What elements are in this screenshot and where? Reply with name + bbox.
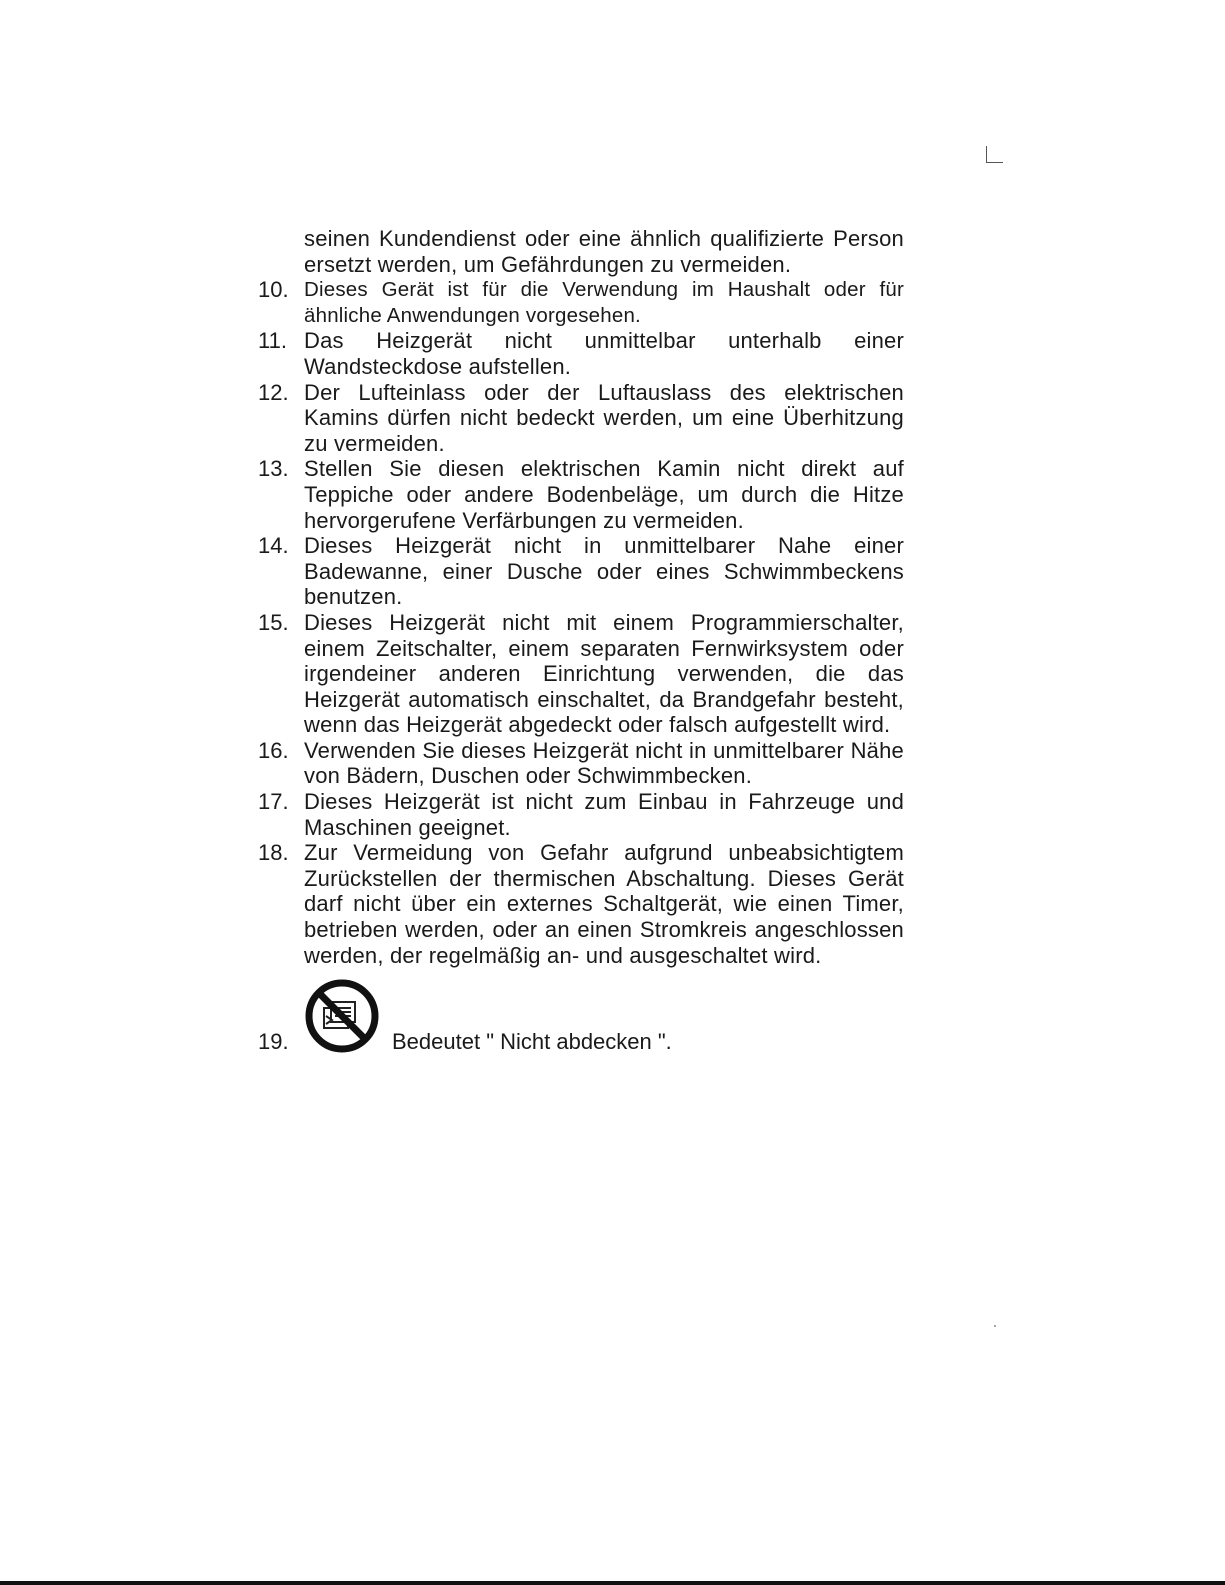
crop-mark — [986, 146, 1003, 163]
list-item-16 — [258, 738, 904, 789]
list-item-12 — [258, 380, 904, 457]
continued-text: seinen Kundendienst oder eine ähnlich qualifizierte Person ersetzt werden, um Gefährdungen zu vermeiden. — [304, 226, 904, 277]
list-item-19 — [258, 978, 904, 1054]
item-number: 17. — [258, 789, 289, 815]
item-text: Verwenden Sie dieses Heizgerät nicht in unmittelbarer Nähe von Bädern, Duschen oder Schwimmbecken. — [304, 737, 904, 789]
item-text: Dieses Gerät ist für die Verwendung im Haushalt oder für ähnliche Anwendungen vorgesehen. — [304, 278, 904, 327]
item-number: 11. — [258, 328, 287, 354]
item-number: 12. — [258, 379, 289, 405]
item-text: Dieses Heizgerät nicht in unmittelbarer Nahe einer Badewanne, einer Dusche oder eines Schwimmbeckens benutzen. — [304, 533, 904, 610]
item-text: Dieses Heizgerät ist nicht zum Einbau in Fahrzeuge und Maschinen geeignet. — [304, 789, 904, 840]
page-bottom-edge — [0, 1581, 1225, 1585]
list-item-13 — [258, 456, 904, 533]
item-number: 13. — [258, 456, 289, 482]
safety-instructions — [258, 226, 904, 1054]
item-text: Dieses Heizgerät nicht mit einem Programmierschalter, einem Zeitschalter, einem separaten Fernwirksystem oder irgendeiner anderen Einrichtung verwenden, die das Heizgerät automatisch einschaltet, da Brandgefahr besteht, wenn das Heizgerät abgedeckt oder falsch aufgestellt wird. — [304, 609, 904, 738]
item-number: 10. — [258, 277, 289, 303]
item-text: Stellen Sie diesen elektrischen Kamin nicht direkt auf Teppiche oder andere Bodenbeläge, um durch die Hitze hervorgerufene Verfärbungen zu vermeiden. — [304, 456, 904, 533]
list-item-10 — [258, 277, 904, 328]
do-not-cover-icon — [304, 978, 380, 1054]
list-item-18 — [258, 840, 904, 968]
item-number: 19. — [258, 1028, 289, 1054]
symbol-meaning: Bedeutet " Nicht abdecken ". — [392, 1028, 672, 1054]
list-item-15 — [258, 610, 904, 738]
list-item-11 — [258, 328, 904, 379]
item-number: 18. — [258, 840, 289, 866]
item-number: 14. — [258, 533, 289, 559]
list-item-14 — [258, 533, 904, 610]
item-text: Zur Vermeidung von Gefahr aufgrund unbeabsichtigtem Zurückstellen der thermischen Abschaltung. Dieses Gerät darf nicht über ein externes Schaltgerät, wie einen Timer, betrieben werden, oder an einen Stromkreis angeschlossen werden, der regelmäßig an- und ausgeschaltet wird. — [304, 840, 904, 968]
list-item-17 — [258, 789, 904, 840]
item-text: Der Lufteinlass oder der Luftauslass des elektrischen Kamins dürfen nicht bedeckt werden, um eine Überhitzung zu vermeiden. — [304, 379, 904, 456]
scan-speck — [994, 1325, 996, 1327]
item-number: 16. — [258, 737, 289, 763]
item-number: 15. — [258, 609, 289, 635]
item-text: Das Heizgerät nicht unmittelbar unterhalb einer Wandsteckdose aufstellen. — [304, 328, 904, 379]
